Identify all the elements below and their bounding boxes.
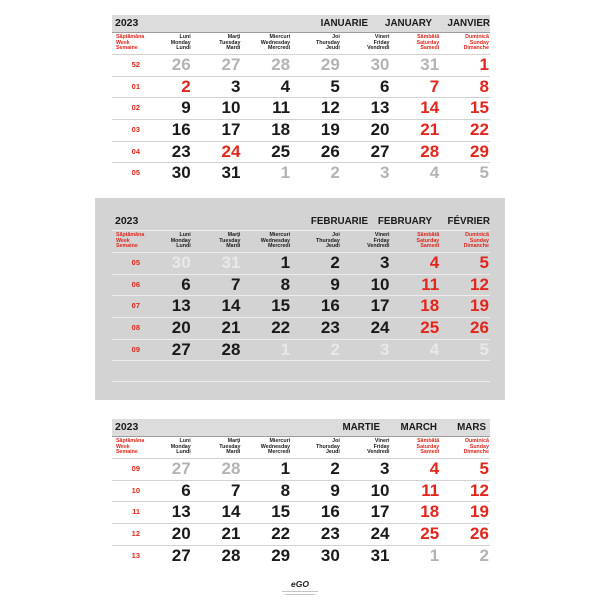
weekday-label [192,233,242,252]
week-number: 08 [131,323,140,333]
weekday-label-line: Marţi [227,438,241,444]
week-number: 10 [131,485,140,495]
day-cell: 6 [181,274,191,294]
weekday-label-line: Luni [179,34,191,40]
day-cell: 4 [429,253,440,272]
weekday-header-row [112,33,490,54]
day-cell: 13 [171,502,191,522]
day-cell: 31 [221,253,241,272]
day-cell: 24 [370,524,390,544]
day-cell: 9 [330,480,340,500]
week-row [112,76,490,98]
day-cell: 1 [280,253,291,272]
weekday-label-line: Samedi [420,449,440,456]
weekday-label-line: Dimanche [463,243,489,250]
weekday-label [241,233,291,252]
weekday-label-line: Joi [332,438,340,444]
day-cell: 27 [171,339,191,359]
weekday-label-line: Thursday [315,237,340,244]
day-cell: 26 [320,141,340,161]
week-number: 04 [131,146,140,156]
week-row [112,54,490,76]
day-cell: 16 [320,296,340,316]
week-row [112,317,490,339]
weekday-label-line: Sunday [469,39,489,46]
week-row [112,97,490,119]
weekday-label-line: Vendredi [367,449,390,456]
month-block-march [112,419,490,566]
day-cell: 30 [171,253,191,272]
weekday-label-line: Saturday [416,443,440,450]
month-header [112,419,490,437]
weekday-label-line: Jeudi [325,45,340,52]
weekday-label-line: Jeudi [325,243,340,250]
weekday-label-line: Dimanche [463,45,489,52]
day-cell: 5 [479,163,489,183]
weekday-label-line: Samedi [420,45,440,52]
day-cell: 6 [380,76,390,96]
day-cell: 28 [271,55,291,74]
weekday-label [142,439,192,458]
day-cell: 12 [470,274,489,294]
day-cell: 14 [221,502,241,522]
day-cell: 21 [420,120,440,140]
day-cell: 20 [171,318,191,338]
weekday-label-line: Wednesday [260,39,291,46]
day-cell: 4 [429,163,440,183]
week-number: 03 [131,125,140,135]
day-cell: 14 [221,296,241,316]
weekday-label [291,439,341,458]
day-cell: 26 [470,318,489,338]
day-cell: 4 [429,459,440,478]
week-label-line: Semaine [116,45,138,52]
day-cell: 23 [320,524,340,544]
weekday-label-line: Lundi [176,243,191,250]
week-label-line: Săptămâna [116,232,145,238]
day-cell: 12 [470,480,489,500]
week-number: 01 [131,81,140,91]
day-cell: 10 [370,480,390,500]
month-block-january [112,15,490,184]
day-cell: 16 [171,120,191,140]
day-cell: 5 [479,459,489,478]
day-cell: 18 [420,502,440,522]
day-cell: 17 [370,502,390,522]
week-column-label [112,232,145,252]
week-row [112,252,490,274]
month-name-ro: MARTIE [342,422,380,433]
weekday-label-line: Wednesday [260,443,291,450]
day-cell: 28 [420,141,440,161]
day-cell: 4 [280,76,291,96]
day-cell: 23 [171,141,191,161]
weekday-label [341,233,391,252]
day-cell: 28 [221,339,241,359]
day-cell: 22 [271,318,291,338]
day-cell: 27 [171,459,191,478]
week-row [112,162,490,184]
day-cell: 18 [420,296,440,316]
day-cell: 7 [429,76,440,96]
weekday-label-line: Friday [373,237,390,244]
day-cell: 2 [330,339,340,359]
weekday-label-line: Vineri [374,438,390,444]
day-cell: 1 [280,339,291,359]
week-row [112,274,490,296]
weekday-label-line: Mercredi [268,449,291,456]
weekday-label [142,233,192,252]
day-cell: 29 [470,141,489,161]
weekday-label [341,439,391,458]
month-name-ro: FEBRUARIE [310,216,368,227]
week-rows [112,458,490,566]
month-name-ro: IANUARIE [320,18,368,29]
day-cell: 11 [421,480,440,500]
weekday-label [440,439,490,458]
weekday-label [291,233,341,252]
week-number: 07 [131,301,140,311]
day-cell: 26 [171,55,191,74]
day-cell: 7 [230,480,241,500]
weekday-label-line: Jeudi [325,449,340,456]
weekday-label [241,439,291,458]
week-label-line: Week [116,443,130,450]
weekday-label-line: Luni [179,232,191,238]
week-row [112,141,490,163]
month-name-en: FEBRUARY [377,216,432,227]
weekday-label-line: Saturday [416,39,440,46]
week-row [112,501,490,523]
weekday-label-line: Miercuri [269,34,291,40]
week-row [112,339,490,361]
weekday-label-line: Thursday [315,39,340,46]
weekday-label [341,35,391,54]
day-cell: 31 [370,545,390,565]
weekday-label [192,439,242,458]
week-label-line: Week [116,237,130,244]
weekday-label-line: Mercredi [268,45,291,52]
month-name-fr: JANVIER [447,18,490,29]
weekday-label-line: Tuesday [219,39,241,46]
day-cell: 3 [380,253,390,272]
ego-logo: eGO [291,579,309,589]
week-label-line: Săptămâna [116,34,145,40]
week-row [112,119,490,141]
day-cell: 28 [221,459,241,478]
week-column-label [112,438,145,458]
weekday-label-line: Marţi [227,34,241,40]
day-cell: 24 [221,141,241,161]
week-number: 05 [131,168,140,178]
weekday-label-line: Lundi [176,449,191,456]
day-cell: 8 [479,76,489,96]
day-cell: 13 [370,98,390,118]
day-cell: 2 [479,545,489,565]
month-names [112,419,490,436]
day-cell: 27 [370,141,390,161]
day-cell: 19 [470,502,489,522]
day-cell: 17 [221,120,241,140]
weekday-label [192,35,242,54]
day-cell: 5 [479,339,489,359]
weekday-label-line: Mardi [226,45,241,52]
month-header [112,213,490,231]
day-cell: 21 [221,524,241,544]
month-name-fr: FÉVRIER [447,216,490,227]
day-cell: 11 [421,274,440,294]
day-cell: 13 [171,296,191,316]
weekday-label-line: Friday [373,443,390,450]
year-label: 2023 [115,17,139,29]
day-cell: 19 [320,120,340,140]
day-cell: 20 [171,524,191,544]
day-cell: 29 [320,55,340,74]
week-number: 05 [131,258,140,267]
day-cell: 30 [370,55,390,74]
weekday-label-line: Joi [332,232,340,238]
weekday-label-line: Mardi [226,243,241,250]
day-cell: 22 [271,524,291,544]
month-name-en: MARCH [400,422,437,433]
weekday-label-line: Vineri [374,34,390,40]
month-name-fr: MARS [457,422,486,433]
weekday-label [440,233,490,252]
day-cell: 31 [420,55,440,74]
weekday-label-line: Sunday [469,443,489,450]
month-names [112,213,490,230]
week-rows [112,54,490,184]
day-cell: 3 [230,76,241,96]
day-cell: 4 [429,339,440,359]
day-cell: 7 [230,274,241,294]
day-cell: 24 [370,318,390,338]
day-cell: 3 [380,163,390,183]
weekday-label-line: Joi [332,34,340,40]
day-cell: 11 [272,98,291,118]
day-cell: 12 [320,98,340,118]
day-cell: 5 [479,253,489,272]
weekday-label-line: Sunday [469,237,489,244]
week-number: 12 [131,529,140,539]
weekday-label-line: Sâmbătă [417,232,440,238]
weekday-label [391,439,441,458]
week-number: 13 [131,550,140,560]
day-cell: 25 [420,524,440,544]
day-cell: 8 [280,274,291,294]
day-cell: 19 [470,296,489,316]
day-cell: 15 [470,98,489,118]
day-cell: 1 [280,163,291,183]
weekday-label-line: Tuesday [219,443,241,450]
day-cell: 18 [271,120,291,140]
day-cell: 8 [280,480,291,500]
week-row [112,545,490,567]
day-cell: 25 [271,141,291,161]
weekday-label-line: Wednesday [260,237,291,244]
week-row [112,523,490,545]
day-cell: 23 [320,318,340,338]
weekday-label-line: Dimanche [463,449,489,456]
day-cell: 1 [479,55,489,74]
day-cell: 3 [380,459,390,478]
week-label-line: Week [116,39,130,46]
day-cell: 10 [221,98,241,118]
day-cell: 5 [330,76,340,96]
day-cell: 15 [271,296,291,316]
week-number: 09 [131,344,140,354]
weekday-header-row [112,437,490,458]
week-column-label [112,34,145,54]
month-block-february [112,213,490,382]
weekday-label-line: Miercuri [269,438,291,444]
weekday-label-line: Vendredi [367,45,390,52]
month-name-en: JANUARY [385,18,432,29]
day-cell: 26 [470,524,489,544]
day-cell: 1 [280,459,291,478]
day-cell: 6 [181,480,191,500]
weekday-label-line: Duminică [465,438,489,444]
day-cell: 2 [330,459,340,478]
day-cell: 29 [271,545,291,565]
day-cell: 27 [221,55,241,74]
weekday-label-line: Sâmbătă [417,34,440,40]
day-cell: 3 [380,339,390,359]
day-cell: 25 [420,318,440,338]
weekday-header-row [112,231,490,252]
week-number: 11 [132,507,140,517]
week-rows [112,252,490,382]
day-cell: 2 [330,253,340,272]
day-cell: 2 [330,163,340,183]
weekday-label-line: Mardi [226,449,241,456]
fine-print [282,591,318,597]
day-cell: 9 [330,274,340,294]
week-label-line: Săptămâna [116,438,145,444]
day-cell: 15 [271,502,291,522]
weekday-label-line: Duminică [465,34,489,40]
weekday-label-line: Monday [170,39,191,46]
month-names [112,15,490,32]
weekday-label-line: Vendredi [367,243,390,250]
day-cell: 31 [221,163,241,183]
weekday-label [391,233,441,252]
day-cell: 22 [470,120,489,140]
week-number: 52 [131,60,140,69]
day-cell: 17 [370,296,390,316]
day-cell: 27 [171,545,191,565]
week-number: 09 [131,464,140,473]
weekday-label-line: Lundi [176,45,191,52]
week-row [112,480,490,502]
weekday-label-line: Mercredi [268,243,291,250]
weekday-label-line: Samedi [420,243,440,250]
weekday-label-line: Friday [373,39,390,46]
weekday-label-line: Monday [170,443,191,450]
day-cell: 10 [370,274,390,294]
day-cell: 2 [181,76,191,96]
week-row [112,295,490,317]
day-cell: 1 [429,545,440,565]
weekday-label-line: Saturday [416,237,440,244]
weekday-label-line: Duminică [465,232,489,238]
day-cell: 20 [370,120,390,140]
day-cell: 14 [420,98,440,118]
week-label-line: Semaine [116,449,138,456]
weekday-label-line: Marţi [227,232,241,238]
day-cell: 28 [221,545,241,565]
year-label: 2023 [115,215,139,227]
weekday-label-line: Monday [170,237,191,244]
week-number: 02 [131,103,140,113]
weekday-label-line: Miercuri [269,232,291,238]
weekday-label [291,35,341,54]
day-cell: 30 [320,545,340,565]
weekday-label [391,35,441,54]
day-cell: 9 [181,98,191,118]
day-cell: 16 [320,502,340,522]
weekday-label-line: Sâmbătă [417,438,440,444]
year-label: 2023 [115,421,139,433]
weekday-label [241,35,291,54]
weekday-label [142,35,192,54]
weekday-label-line: Vineri [374,232,390,238]
day-cell: 30 [171,163,191,183]
week-row [112,458,490,480]
weekday-label [440,35,490,54]
weekday-label-line: Tuesday [219,237,241,244]
week-label-line: Semaine [116,243,138,250]
week-number: 06 [131,279,140,289]
month-header [112,15,490,33]
weekday-label-line: Luni [179,438,191,444]
day-cell: 21 [221,318,241,338]
weekday-label-line: Thursday [315,443,340,450]
